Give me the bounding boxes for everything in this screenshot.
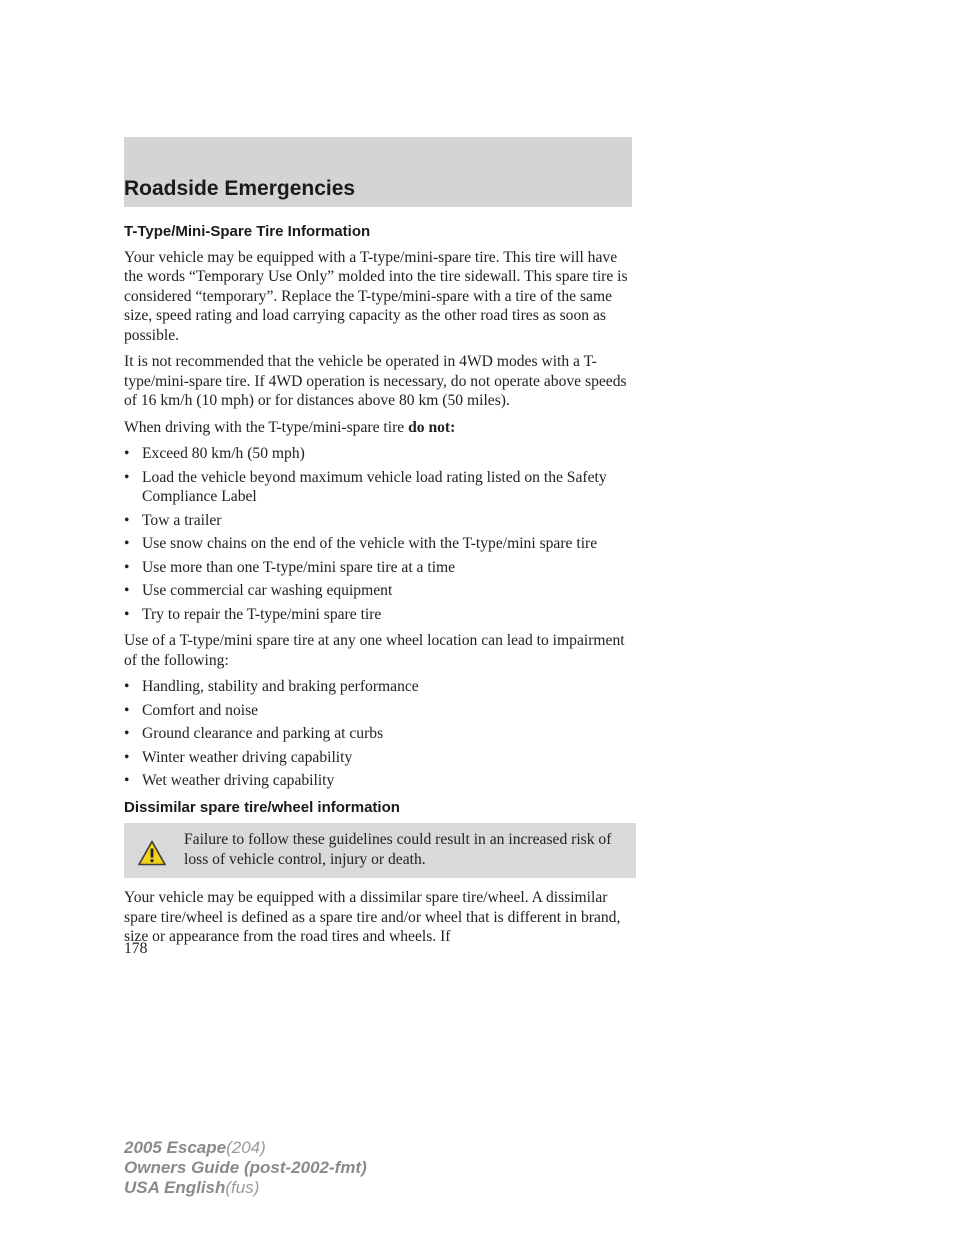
footer-line [124, 1158, 367, 1178]
bullet-icon: • [124, 748, 130, 766]
list-item [124, 581, 636, 601]
bullet-icon: • [124, 535, 130, 552]
paragraph: Use of a T-type/mini spare tire at any one wheel location can lead to impairment of the following: [124, 632, 625, 669]
list-item [124, 677, 636, 697]
paragraph: Your vehicle may be equipped with a T-type/mini-spare tire. This tire will have the words “Temporary Use Only” molded into the tire sidewall. This spare tire is considered “temporary”. Replace the T-type/mini-spare with a tire of the same size, speed rating and load carrying capacity as the other road tires as soon as possible. [124, 248, 628, 344]
list-item [124, 771, 636, 791]
bullet-icon: • [124, 701, 130, 719]
do-not-list [124, 444, 636, 624]
list-item [124, 468, 636, 507]
paragraph: Your vehicle may be equipped with a dissimilar spare tire/wheel. A dissimilar spare tire/wheel is defined as a spare tire and/or wheel that is different in brand, size or appearance from the road tires and wheels. If [124, 889, 621, 945]
paragraph [124, 418, 636, 438]
list-item [124, 748, 636, 768]
bullet-icon: • [124, 511, 130, 529]
bullet-icon: • [124, 605, 130, 623]
footer-line [124, 1138, 367, 1158]
footer-code: (204) [226, 1138, 266, 1157]
footer-language: USA English [124, 1178, 226, 1197]
list-item-text: Load the vehicle beyond maximum vehicle load rating listed on the Safety Compliance Label [142, 468, 607, 505]
warning-text: Failure to follow these guidelines could result in an increased risk of loss of vehicle control, injury or death. [184, 831, 612, 868]
footer-line [124, 1178, 367, 1198]
paragraph-text: When driving with the T-type/mini-spare tire [124, 418, 409, 436]
bullet-icon: • [124, 725, 130, 742]
list-item-text: Winter weather driving capability [142, 748, 353, 766]
footer-guide: Owners Guide (post-2002-fmt) [124, 1158, 367, 1177]
bullet-icon: • [124, 678, 130, 695]
list-item [124, 534, 636, 554]
footer-lang-code: (fus) [225, 1178, 260, 1197]
page-number: 178 [124, 940, 148, 957]
impairment-list [124, 677, 636, 791]
header-band [124, 137, 632, 207]
list-item [124, 444, 636, 464]
list-item-text: Handling, stability and braking performance [142, 678, 419, 695]
paragraph: It is not recommended that the vehicle be operated in 4WD modes with a T-type/mini-spare tire. If 4WD operation is necessary, do not operate above speeds of 16 km/h (10 mph) or for distances above 80 km (50 miles). [124, 353, 627, 409]
paragraph-emphasis: do not: [408, 418, 456, 436]
footer-model: 2005 Escape [124, 1138, 227, 1157]
list-item-text: Try to repair the T-type/mini spare tire [142, 605, 382, 623]
list-item-text: Use snow chains on the end of the vehicle with the T-type/mini spare tire [142, 535, 598, 552]
bullet-icon: • [124, 772, 130, 789]
list-item-text: Use commercial car washing equipment [142, 582, 393, 599]
page-content [124, 222, 636, 954]
bullet-icon: • [124, 582, 130, 599]
list-item-text: Tow a trailer [142, 511, 222, 529]
list-item [124, 511, 636, 531]
bullet-icon: • [124, 445, 130, 462]
list-item [124, 701, 636, 721]
list-item-text: Ground clearance and parking at curbs [142, 725, 384, 742]
bullet-icon: • [124, 558, 130, 576]
section-title-tspare: T-Type/Mini-Spare Tire Information [124, 223, 371, 240]
list-item [124, 558, 636, 578]
list-item-text: Wet weather driving capability [142, 772, 335, 789]
warning-triangle-icon [138, 840, 166, 866]
list-item-text: Comfort and noise [142, 701, 259, 719]
list-item-text: Use more than one T-type/mini spare tire at a time [142, 558, 456, 576]
list-item-text: Exceed 80 km/h (50 mph) [142, 445, 305, 462]
list-item [124, 605, 636, 625]
document-footer [124, 1138, 367, 1198]
bullet-icon: • [124, 468, 130, 486]
page-section-title: Roadside Emergencies [124, 177, 356, 200]
warning-box [124, 823, 636, 878]
section-title-dissimilar: Dissimilar spare tire/wheel information [124, 798, 400, 816]
list-item [124, 724, 636, 744]
